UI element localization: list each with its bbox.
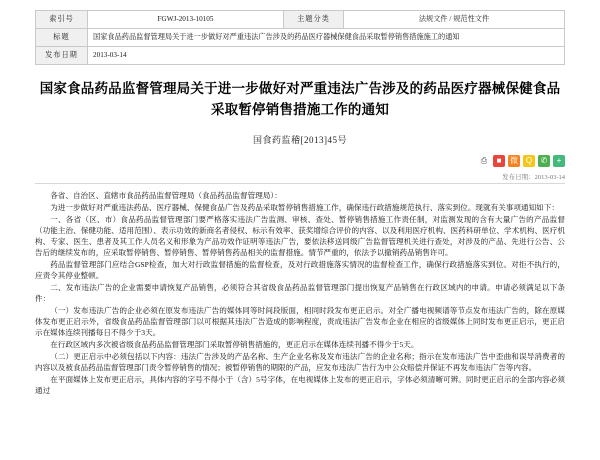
meta-value-publish-date: 2013-03-14	[88, 47, 565, 65]
meta-value-category: 法规文件 / 规范性文件	[344, 11, 565, 29]
body-paragraph: 二、发布违法广告的企业需要申请恢复产品销售，必须符合其省级食品药品监督管理部门提出恢复产品销售在行政区域内的申请。申请必须满足以下条件：	[35, 283, 565, 303]
body-paragraph: 在平面媒体上发布更正启示，具体内容的字号不得小于（含）5号字体，在电视媒体上发布的更正启示，字体必须清晰可辨。同时更正启示的全部内容必须通过	[35, 375, 565, 396]
meta-label-publish-date: 发布日期	[36, 47, 88, 65]
body-paragraph: 在行政区域内多次被省级食品药品监督管理部门采取暂停销售措施的，更正启示在媒体连续刊播不得少于5天。	[50, 340, 419, 349]
share-qzone-icon[interactable]: Q	[523, 155, 535, 167]
page-title: 国家食品药品监督管理局关于进一步做好对严重违法广告涉及的药品医疗器械保健食品采取暂停销售措施工作的通知	[39, 81, 561, 117]
document-metadata-table	[35, 10, 565, 65]
print-icon[interactable]: ⎙	[478, 155, 490, 167]
publish-date-text: 发布日期：2013-03-14	[502, 173, 565, 181]
table-row	[36, 11, 565, 29]
share-wechat-icon[interactable]: ✆	[538, 155, 550, 167]
bookmark-icon[interactable]: ■	[493, 155, 505, 167]
meta-label-category: 主题分类	[284, 11, 344, 29]
table-row	[36, 29, 565, 47]
document-body	[35, 191, 565, 397]
meta-label-index: 索引号	[36, 11, 88, 29]
body-paragraph: 药品监督管理部门应结合GSP检查，加大对行政监督措施的监督检查，及对行政措施落实情况的监督检查工作，确保行政措施落实到位。对拒不执行的，应责令其停业整顿。	[35, 260, 565, 280]
table-row	[36, 47, 565, 65]
share-weibo-icon[interactable]: 微	[510, 155, 518, 165]
meta-value-index: FGWJ-2013-10105	[88, 11, 284, 29]
document-page	[0, 10, 600, 460]
body-paragraph: 各省、自治区、直辖市食品药品监督管理局（食品药品监督管理局）：	[50, 190, 282, 200]
body-paragraph: （一）发布违法广告的企业必须在原发布违法广告的媒体同等时间段版面，相同时段发布更正启示。对全广播电视频谱等节点发布违法广告的，除在原媒体发布更正启示外，省级食品药品监督管理部门以可根据其违法广告造成的影响程度，责成违法广告发布企业在相应的省级媒体上同时发布更正启示，更正启示在媒体连续刊播每日不得少于3天。	[35, 306, 565, 337]
divider	[35, 183, 565, 184]
body-paragraph: （二）更正启示中必须包括以下内容：违法广告涉及的产品名称、生产企业名称及发布违法广告的企业名称；指示在发布违法广告中歪曲和误导消费者的内容以及被食品药品监督管理部门责令暂停销售的情况；被暂停销售的期限的产品，应发布违法广告行为中公众赔偿并保证不再发布违法广告等内容。	[35, 352, 565, 373]
share-toolbar[interactable]	[35, 154, 565, 168]
body-paragraph: 为进一步做好对严重违法药品、医疗器械、保健食品广告及药品采取暂停销售措施工作，确保违行政措施规范执行、落实到位。现就有关事项通知如下：	[50, 203, 559, 213]
document-title-block	[35, 79, 565, 146]
meta-label-title: 标题	[36, 29, 88, 47]
meta-value-title: 国家食品药品监督管理局关于进一步做好对严重违法广告涉及的药品医疗器械保健食品采取暂停销售措施施工的通知	[88, 29, 565, 47]
share-more-icon[interactable]: +	[553, 155, 565, 167]
document-number: 国食药监稽[2013]45号	[253, 134, 347, 145]
body-paragraph: 一、各省（区、市）食品药品监督管理部门要严格落实违法广告监测、审核、查处、暂停销售措施工作责任制，对监测发现的含有大量广告的产品监督（功能主治、保健功能、适用范围）、表示功效的新商名者侵权、标示有效率、获奖增综合评价的内容、以及利用医疗机构、医药科研单位、学术机构、医疗机构、专家、医生、患者及其工作人员名义和形象为产品功效作证明等违法广告，要依法移送同级广告监督管理机关进行查处，对涉及的产品、先进行公告、公告后的继续发布的，应采取暂停销售、暂停销售、暂停销售药品相关的监督措施。情节严重的，依法予以撤销药品销售许可。	[35, 215, 565, 257]
